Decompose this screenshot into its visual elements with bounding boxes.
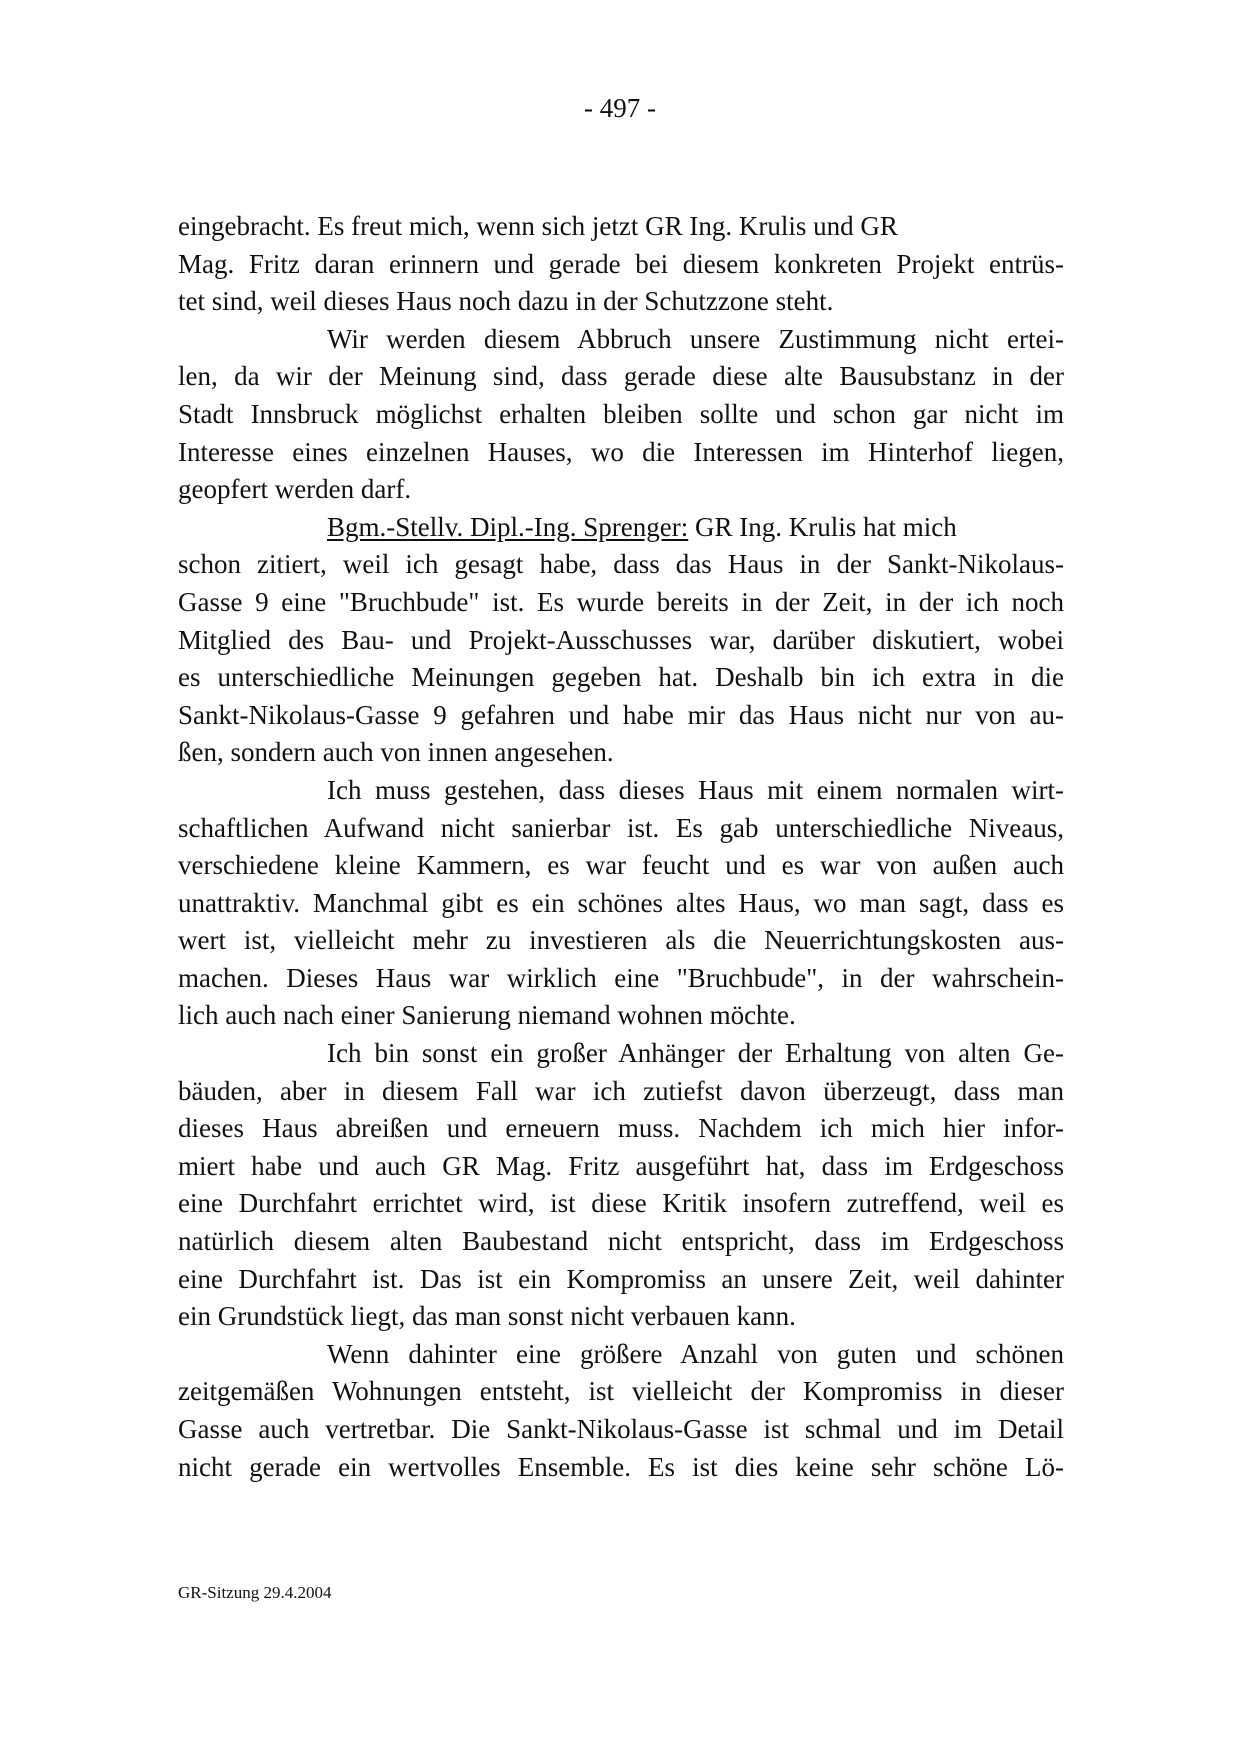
text-line: Gasse auch vertretbar. Die Sankt-Nikolaus-Gasse ist schmal und im Detail (178, 1414, 1064, 1444)
speaker-line-rest: GR Ing. Krulis hat mich (688, 511, 957, 542)
text-line-indented: Ich bin sonst ein großer Anhänger der Erhaltung von alten Ge- (327, 1038, 1064, 1069)
text-line: schaftlichen Aufwand nicht sanierbar ist. Es gab unterschiedliche Niveaus, (178, 812, 1064, 843)
text-line: lich auch nach einer Sanierung niemand wohnen möchte. (178, 1000, 796, 1031)
text-line: machen. Dieses Haus war wirklich eine "Bruchbude", in der wahrschein- (178, 962, 1064, 993)
text-line: Interesse eines einzelnen Hauses, wo die Interessen im Hinterhof liegen, (178, 436, 1064, 467)
text-line: dieses Haus abreißen und erneuern muss. Nachdem ich mich hier infor- (178, 1113, 1064, 1144)
text-line-indented: Wir werden diesem Abbruch unsere Zustimmung nicht ertei- (327, 323, 1064, 354)
text-line: eine Durchfahrt errichtet wird, ist diese Kritik insofern zutreffend, weil es (178, 1188, 1064, 1219)
text-line: eingebracht. Es freut mich, wenn sich jetzt GR Ing. Krulis und GR (178, 211, 898, 241)
text-line: tet sind, weil dieses Haus noch dazu in der Schutzzone steht. (178, 286, 834, 317)
text-line-indented: Wenn dahinter eine größere Anzahl von guten und schönen (327, 1338, 1064, 1369)
text-line: ßen, sondern auch von innen angesehen. (178, 737, 614, 768)
footer-session-date: GR-Sitzung 29.4.2004 (178, 1583, 332, 1602)
text-line: Gasse 9 eine "Bruchbude" ist. Es wurde bereits in der Zeit, in der ich noch (178, 586, 1064, 617)
text-line: schon zitiert, weil ich gesagt habe, dass das Haus in der Sankt-Nikolaus- (178, 549, 1064, 580)
text-line: Stadt Innsbruck möglichst erhalten bleiben sollte und schon gar nicht im (178, 398, 1064, 429)
text-line: verschiedene kleine Kammern, es war feucht und es war von außen auch (178, 850, 1064, 881)
text-line: natürlich diesem alten Baubestand nicht entspricht, dass im Erdgeschoss (178, 1226, 1064, 1257)
text-line: len, da wir der Meinung sind, dass gerade diese alte Bausubstanz in der (178, 361, 1064, 392)
text-line: Mag. Fritz daran erinnern und gerade bei diesem konkreten Projekt entrüs- (178, 248, 1064, 279)
text-line: es unterschiedliche Meinungen gegeben hat. Deshalb bin ich extra in die (178, 662, 1064, 693)
text-line: Sankt-Nikolaus-Gasse 9 gefahren und habe mir das Haus nicht nur von au- (178, 699, 1064, 730)
text-line: unattraktiv. Manchmal gibt es ein schönes altes Haus, wo man sagt, dass es (178, 887, 1064, 918)
document-body (178, 208, 1064, 1486)
text-line: wert ist, vielleicht mehr zu investieren als die Neuerrichtungskosten aus- (178, 925, 1064, 956)
text-line: Mitglied des Bau- und Projekt-Ausschusses war, darüber diskutiert, wobei (178, 624, 1064, 655)
text-line: zeitgemäßen Wohnungen entsteht, ist vielleicht der Kompromiss in dieser (178, 1376, 1064, 1407)
text-line: geopfert werden darf. (178, 474, 412, 505)
text-line: nicht gerade ein wertvolles Ensemble. Es ist dies keine sehr schöne Lö- (178, 1451, 1064, 1482)
text-line: bäuden, aber in diesem Fall war ich zutiefst davon überzeugt, dass man (178, 1075, 1064, 1106)
text-line: eine Durchfahrt ist. Das ist ein Kompromiss an unsere Zeit, weil dahinter (178, 1263, 1064, 1294)
page-number: - 497 - (584, 93, 656, 123)
text-line: miert habe und auch GR Mag. Fritz ausgeführt hat, dass im Erdgeschoss (178, 1150, 1064, 1181)
text-line: ein Grundstück liegt, das man sonst nicht verbauen kann. (178, 1301, 796, 1332)
text-line-indented: Ich muss gestehen, dass dieses Haus mit einem normalen wirt- (327, 774, 1064, 805)
speaker-name: Bgm.-Stellv. Dipl.-Ing. Sprenger: (327, 511, 689, 542)
speaker-line (178, 509, 1064, 547)
